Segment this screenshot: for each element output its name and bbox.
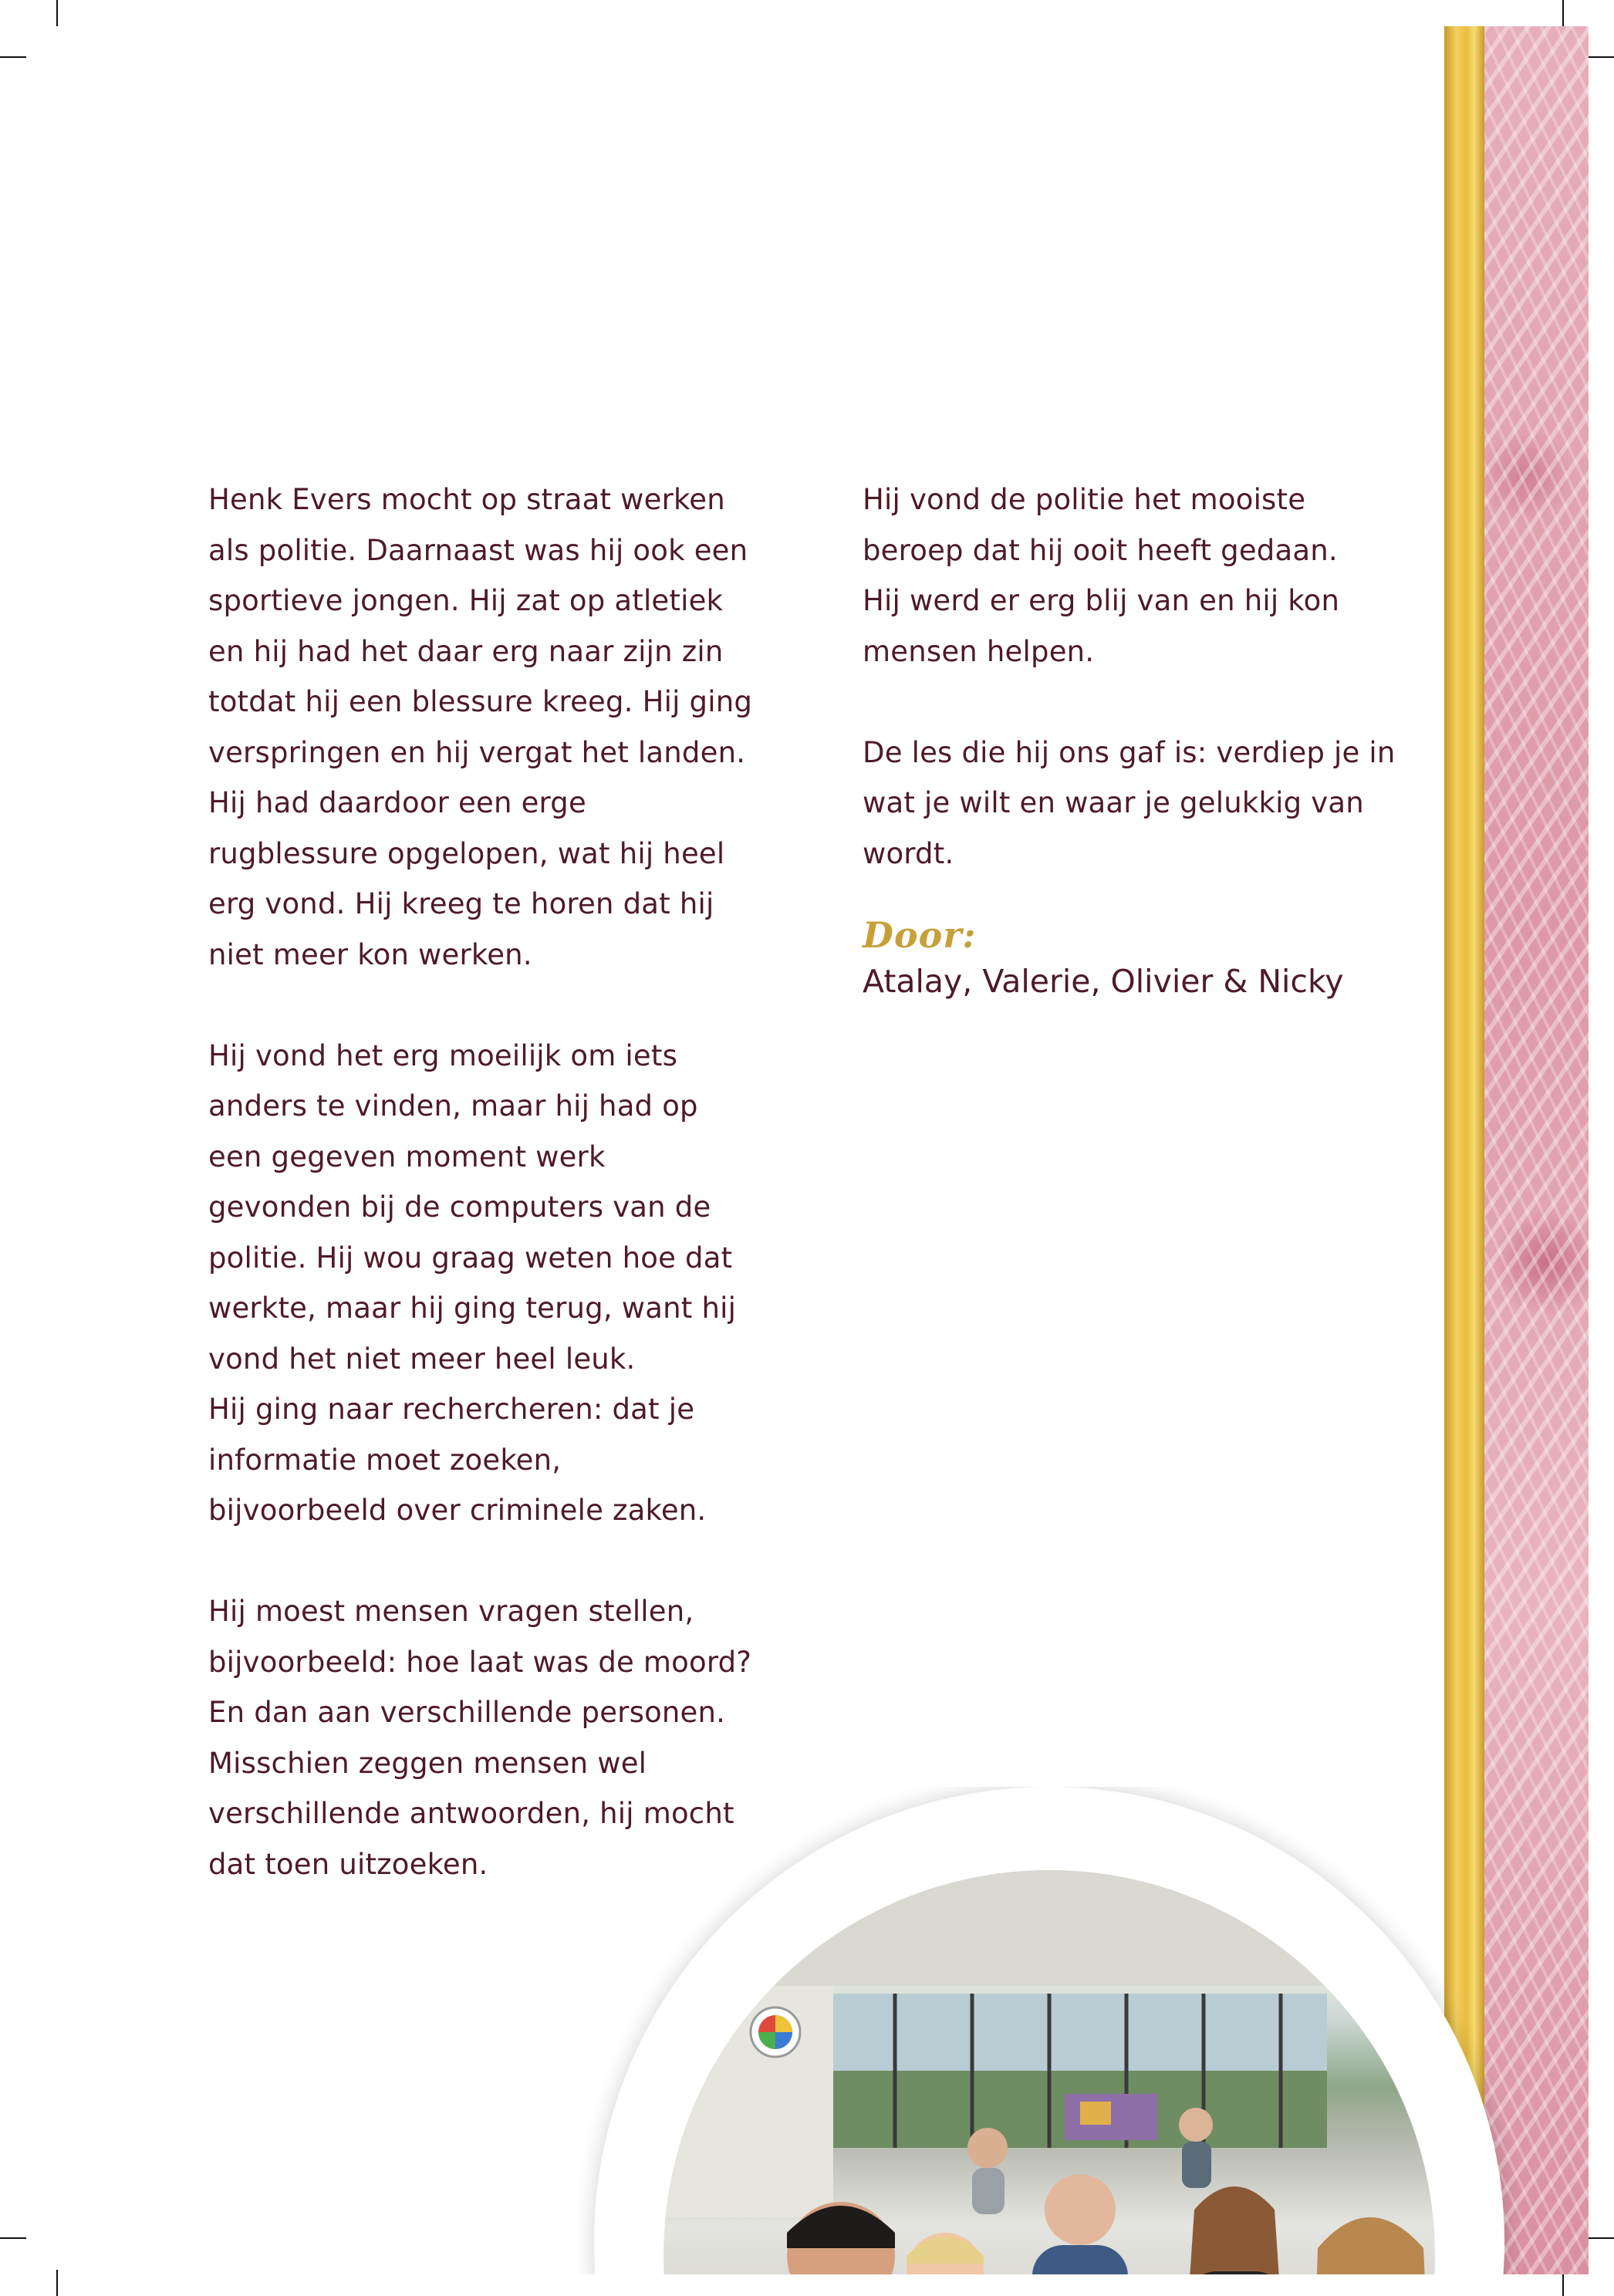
crop-mark bbox=[0, 2237, 26, 2239]
text-line: en hij had het daar erg naar zijn zin bbox=[208, 634, 724, 668]
article-paragraph bbox=[208, 474, 779, 980]
text-line: bijvoorbeeld: hoe laat was de moord? bbox=[208, 1645, 752, 1679]
text-line: totdat hij een blessure kreeg. Hij ging bbox=[208, 685, 753, 718]
text-line: En dan aan verschillende personen. bbox=[208, 1696, 726, 1729]
crop-mark bbox=[1588, 56, 1614, 58]
article-paragraph bbox=[208, 1031, 779, 1536]
text-line: beroep dat hij ooit heeft gedaan. bbox=[863, 533, 1338, 567]
text-line: mensen helpen. bbox=[863, 634, 1095, 668]
photo-illustration bbox=[663, 1870, 1435, 2274]
text-line: gevonden bij de computers van de bbox=[208, 1190, 711, 1224]
article-right-column bbox=[863, 474, 1426, 879]
text-line: bijvoorbeeld over criminele zaken. bbox=[208, 1494, 707, 1527]
crop-mark bbox=[0, 56, 26, 58]
classroom-group-photo bbox=[663, 1870, 1435, 2274]
text-line: niet meer kon werken. bbox=[208, 937, 532, 971]
crop-mark bbox=[56, 2270, 58, 2296]
group-photo-frame bbox=[579, 1787, 1520, 2274]
text-line: Misschien zeggen mensen wel bbox=[208, 1746, 647, 1780]
crop-mark bbox=[1588, 2237, 1614, 2239]
byline-authors: Atalay, Valerie, Olivier & Nicky bbox=[863, 963, 1344, 1000]
article-paragraph bbox=[863, 474, 1426, 677]
text-line: Hij ging naar rechercheren: dat je bbox=[208, 1393, 695, 1426]
text-line: Hij had daardoor een erge bbox=[208, 786, 586, 819]
text-line: vond het niet meer heel leuk. bbox=[208, 1342, 636, 1376]
text-line: verschillende antwoorden, hij mocht bbox=[208, 1797, 734, 1830]
text-line: Hij werd er erg blij van en hij kon bbox=[863, 584, 1340, 617]
text-line: sportieve jongen. Hij zat op atletiek bbox=[208, 584, 724, 617]
text-line: dat toen uitzoeken. bbox=[208, 1847, 488, 1881]
text-line: werkte, maar hij ging terug, want hij bbox=[208, 1292, 737, 1325]
text-line: rugblessure opgelopen, wat hij heel bbox=[208, 836, 725, 870]
text-line: informatie moet zoeken, bbox=[208, 1443, 562, 1477]
text-line: verspringen en hij vergat het landen. bbox=[208, 735, 746, 769]
text-line: anders te vinden, maar hij had op bbox=[208, 1089, 698, 1123]
text-line: politie. Hij wou graag weten hoe dat bbox=[208, 1241, 733, 1275]
text-line: Henk Evers mocht op straat werken bbox=[208, 483, 725, 516]
text-line: Hij vond de politie het mooiste bbox=[863, 483, 1306, 516]
text-line: wordt. bbox=[863, 836, 954, 870]
text-line: wat je wilt en waar je gelukkig van bbox=[863, 786, 1364, 819]
text-line: De les die hij ons gaf is: verdiep je in bbox=[863, 735, 1396, 769]
byline-label: Door: bbox=[863, 914, 977, 956]
crop-mark bbox=[1562, 0, 1564, 26]
article-left-column bbox=[208, 474, 779, 1889]
text-line: Hij moest mensen vragen stellen, bbox=[208, 1595, 694, 1628]
crop-mark bbox=[56, 0, 58, 26]
text-line: een gegeven moment werk bbox=[208, 1140, 606, 1173]
text-line: als politie. Daarnaast was hij ook een bbox=[208, 533, 748, 567]
article-paragraph bbox=[863, 728, 1426, 880]
text-line: Hij vond het erg moeilijk om iets bbox=[208, 1038, 678, 1072]
text-line: erg vond. Hij kreeg te horen dat hij bbox=[208, 887, 714, 920]
